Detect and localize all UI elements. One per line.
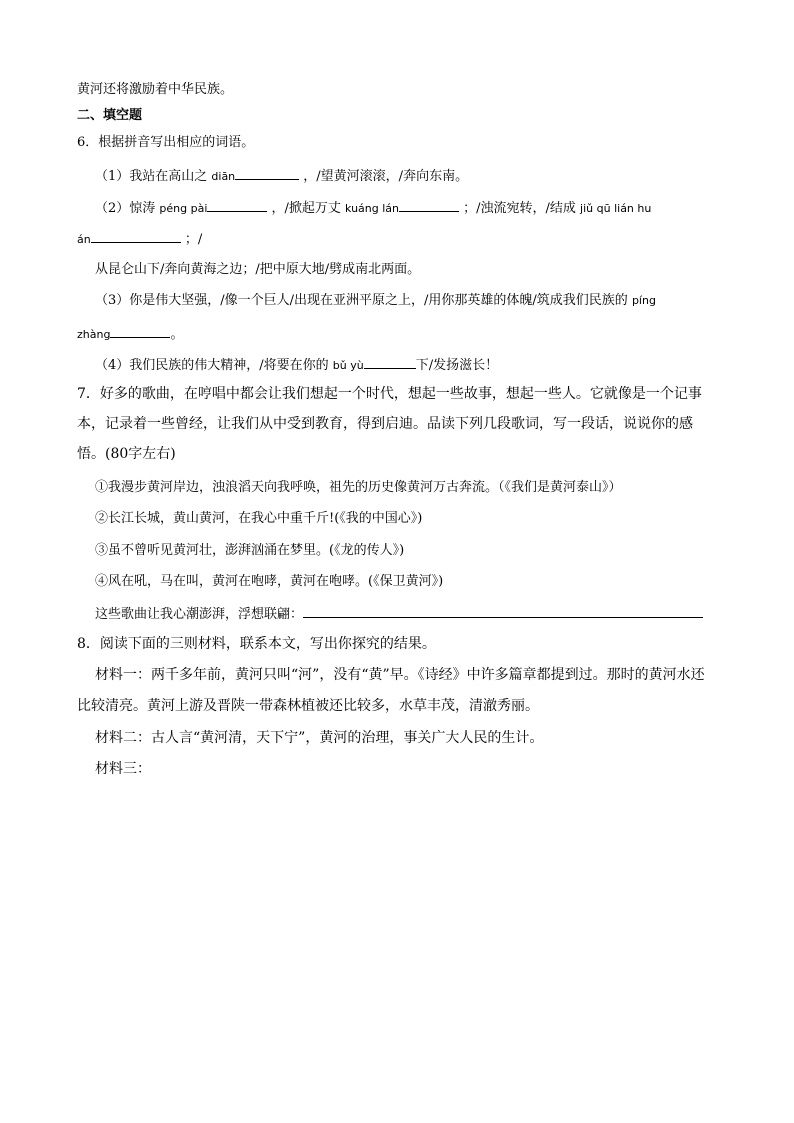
answer-blank[interactable] [110, 324, 170, 338]
item-text: （2）惊涛 [95, 201, 160, 216]
pinyin: án [77, 233, 91, 246]
question-7-line-2: 本，记录着一些曾经，让我们从中受到教育，得到启迪。品读下列几段歌词，写一段话，说说你的感 [77, 416, 693, 432]
lyric-2: ②长江长城，黄山黄河，在我心中重千斤!(《我的中国心》) [95, 511, 423, 526]
item-text: ，/望黄河滚滚，/奔向东南。 [299, 169, 469, 184]
pinyin: jiǔ qū lián hu [580, 202, 652, 215]
pinyin: zhàng [77, 328, 111, 341]
pinyin: kuáng lán [345, 202, 400, 215]
question-7-line-1: 7．好多的歌曲，在哼唱中都会让我们想起一个时代，想起一些故事，想起一些人。它就像是一个记事 [77, 386, 702, 402]
item-text: 下/发扬滋长！ [415, 358, 499, 373]
question-6-item-1 [95, 166, 468, 185]
lyric-3: ③虽不曾听见黄河壮，澎湃汹涌在梦里。(《龙的传人》) [95, 543, 405, 558]
item-text: ；/浊流宛转，/结成 [459, 201, 581, 216]
material-1-line-1: 材料一：两千多年前，黄河只叫“河”，没有“黄”早。《诗经》中许多篇章都提到过。那时的黄河水还 [95, 667, 705, 683]
question-7-line-3: 悟。(80字左右) [77, 446, 176, 462]
pinyin: bǔ yù [332, 359, 364, 372]
lyric-4: ④风在吼，马在叫，黄河在咆哮，黄河在咆哮。(《保卫黄河》) [95, 574, 444, 589]
question-7-answer [95, 604, 703, 623]
question-6-item-2-verse: 从昆仑山下/奔向黄海之边；/把中原大地/劈成南北两面。 [95, 262, 421, 277]
item-text: ；/ [180, 232, 203, 247]
question-6-item-2 [95, 198, 651, 217]
answer-blank[interactable] [235, 166, 299, 180]
question-8-title: 8．阅读下面的三则材料，联系本文，写出你探究的结果。 [77, 636, 436, 652]
section-heading: 二、填空题 [77, 108, 143, 123]
item-text: （1）我站在高山之 [95, 169, 212, 184]
material-3: 材料三： [95, 761, 151, 777]
pinyin: diān [211, 170, 236, 183]
pinyin: péng pài [159, 202, 208, 215]
text-line: 黄河还将激励着中华民族。 [77, 82, 234, 97]
lyric-1: ①我漫步黄河岸边，浊浪滔天向我呼唤，祖先的历史像黄河万古奔流。（《我们是黄河泰山》） [95, 480, 622, 495]
pinyin: píng [631, 294, 656, 307]
material-2: 材料二：古人言“黄河清，天下宁”，黄河的治理，事关广大人民的生计。 [95, 730, 544, 746]
answer-blank[interactable] [303, 604, 703, 618]
item-text: （3）你是伟大坚强，/像一个巨人/出现在亚洲平原之上，/用你那英雄的体魄/筑成我们民族的 [95, 293, 632, 308]
question-6-item-4 [95, 355, 498, 374]
item-text: （4）我们民族的伟大精神，/将要在你的 [95, 358, 333, 373]
material-1-line-2: 比较清亮。黄河上游及晋陕一带森林植被还比较多，水草丰茂，清澈秀丽。 [77, 698, 539, 714]
answer-blank[interactable] [399, 198, 459, 212]
answer-blank[interactable] [207, 198, 267, 212]
answer-blank[interactable] [91, 229, 181, 243]
answer-prompt: 这些歌曲让我心潮澎湃，浮想联翩： [95, 607, 304, 622]
question-6-item-2-cont [77, 229, 202, 248]
item-text: 。 [170, 327, 184, 342]
question-6-item-3 [95, 292, 656, 309]
answer-blank[interactable] [364, 355, 416, 369]
question-6-title: 6．根据拼音写出相应的词语。 [77, 135, 255, 150]
item-text: ，/掀起万丈 [267, 201, 346, 216]
question-6-item-3-cont [77, 324, 183, 343]
